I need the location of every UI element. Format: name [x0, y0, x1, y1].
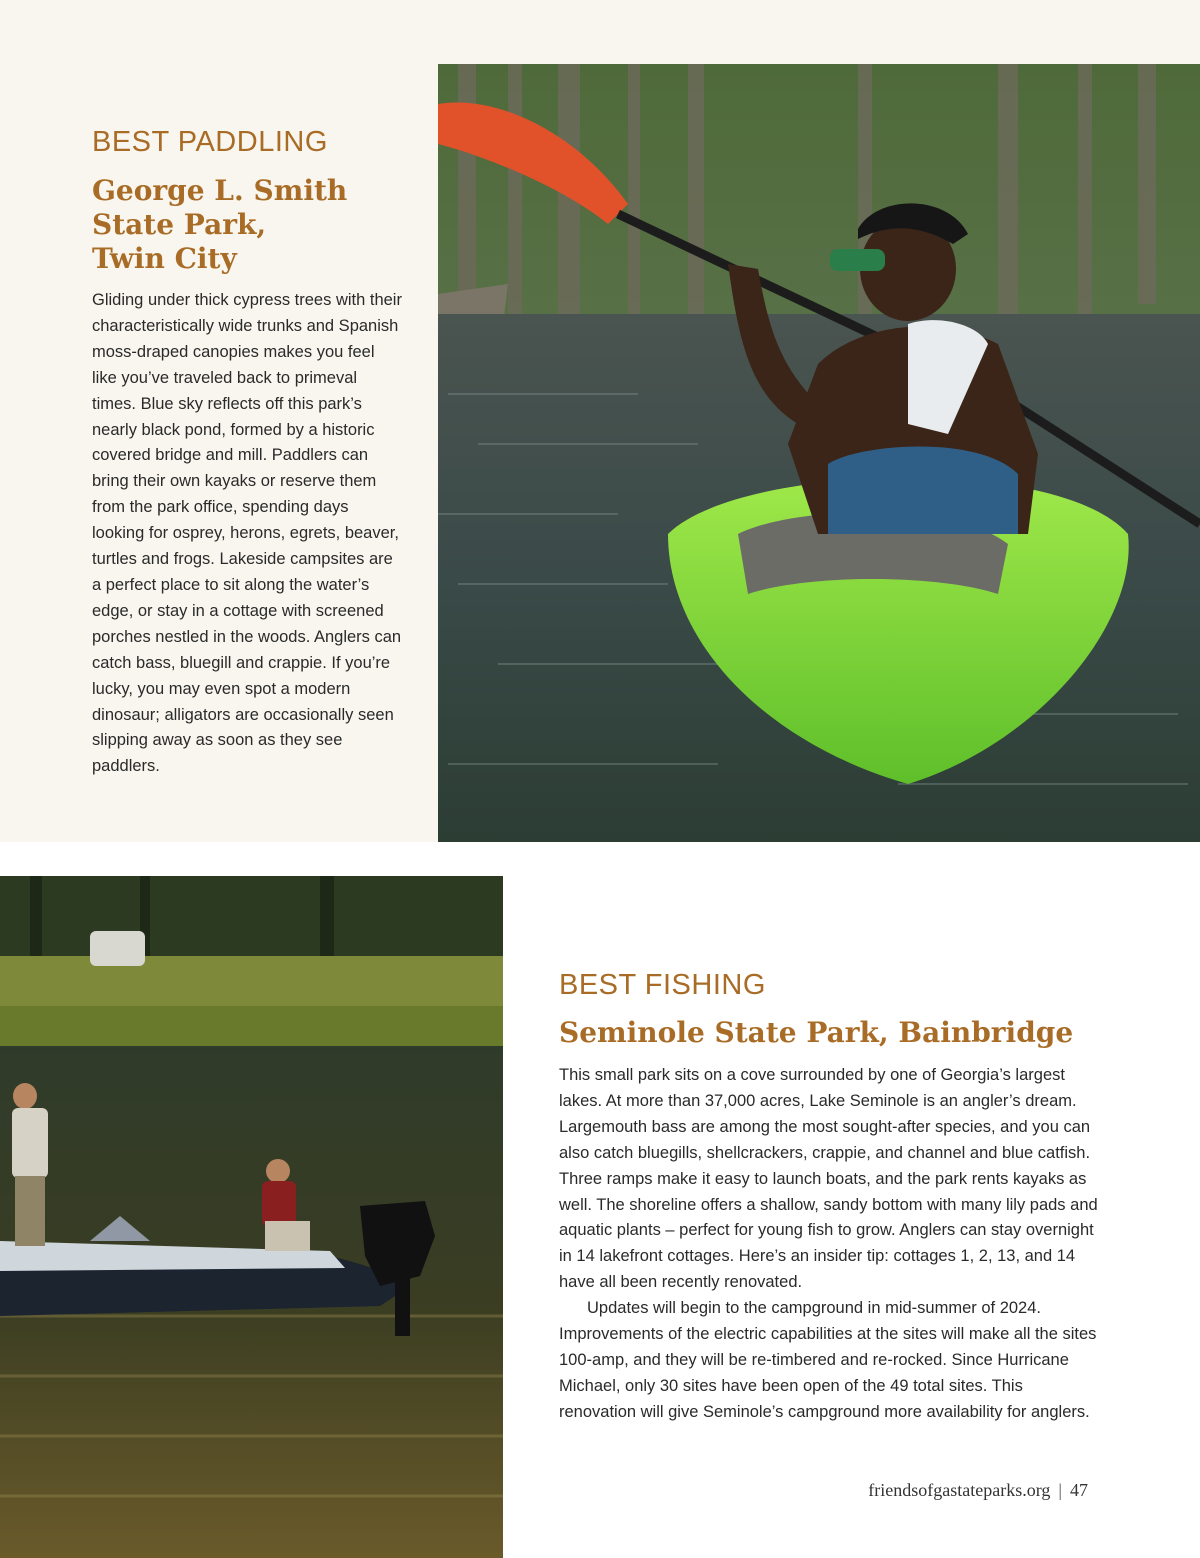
kayak-photo: [438, 64, 1200, 842]
paddling-kicker: BEST PADDLING: [92, 126, 328, 158]
paddling-park-name-line1: George L. Smith: [92, 174, 348, 207]
footer-separator: |: [1058, 1480, 1062, 1500]
page-footer: [868, 1480, 1088, 1501]
fishing-body-text: [559, 1063, 1099, 1426]
paddling-park-name: [92, 174, 422, 276]
fishing-kicker: BEST FISHING: [559, 969, 766, 1001]
fishing-paragraph-2: Updates will begin to the campground in mid-summer of 2024. Improvements of the electric capabilities at the sites will make all the sites 100-amp, and they will be re-timbered and re-rocked. Since Hurricane Michael, only 30 sites have been open of the 49 total sites. This renovation will give Seminole’s campground more availability for anglers.: [559, 1299, 1097, 1421]
fishing-boat-photo: [0, 876, 503, 1558]
fishing-park-name: Seminole State Park, Bainbridge: [559, 1016, 1074, 1049]
paddling-park-name-line2: State Park,: [92, 208, 267, 241]
paddling-park-name-line3: Twin City: [92, 242, 237, 275]
fishing-paragraph-1: This small park sits on a cove surrounded by one of Georgia’s largest lakes. At more than 37,000 acres, Lake Seminole is an angler’s dream. Largemouth bass are among the most sought-after species, and you can also catch bluegills, shellcrackers, crappie, and channel and blue catfish. Three ramps make it easy to launch boats, and the park rents kayaks as well. The shoreline offers a shallow, sandy bottom with many lily pads and aquatic plants – perfect for young fish to grow. Anglers can stay overnight in 14 lakefront cottages. Here’s an insider tip: cottages 1, 2, 13, and 14 have all been recently renovated.: [559, 1066, 1098, 1292]
page-number: 47: [1070, 1480, 1088, 1500]
paddling-body-text: Gliding under thick cypress trees with their characteristically wide trunks and Spanish moss-draped canopies makes you feel like you’ve traveled back to primeval times. Blue sky reflects off this park’s nearly black pond, formed by a historic covered bridge and mill. Paddlers can bring their own kayaks or reserve them from the park office, spending days looking for osprey, herons, egrets, beaver, turtles and frogs. Lakeside campsites are a perfect place to sit along the water’s edge, or stay in a cottage with screened porches nestled in the woods. Anglers can catch bass, bluegill and crappie. If you’re lucky, you may even spot a modern dinosaur; alligators are occasionally seen slipping away as soon as they see paddlers.: [92, 291, 402, 776]
footer-site-link[interactable]: friendsofgastateparks.org: [868, 1480, 1051, 1500]
